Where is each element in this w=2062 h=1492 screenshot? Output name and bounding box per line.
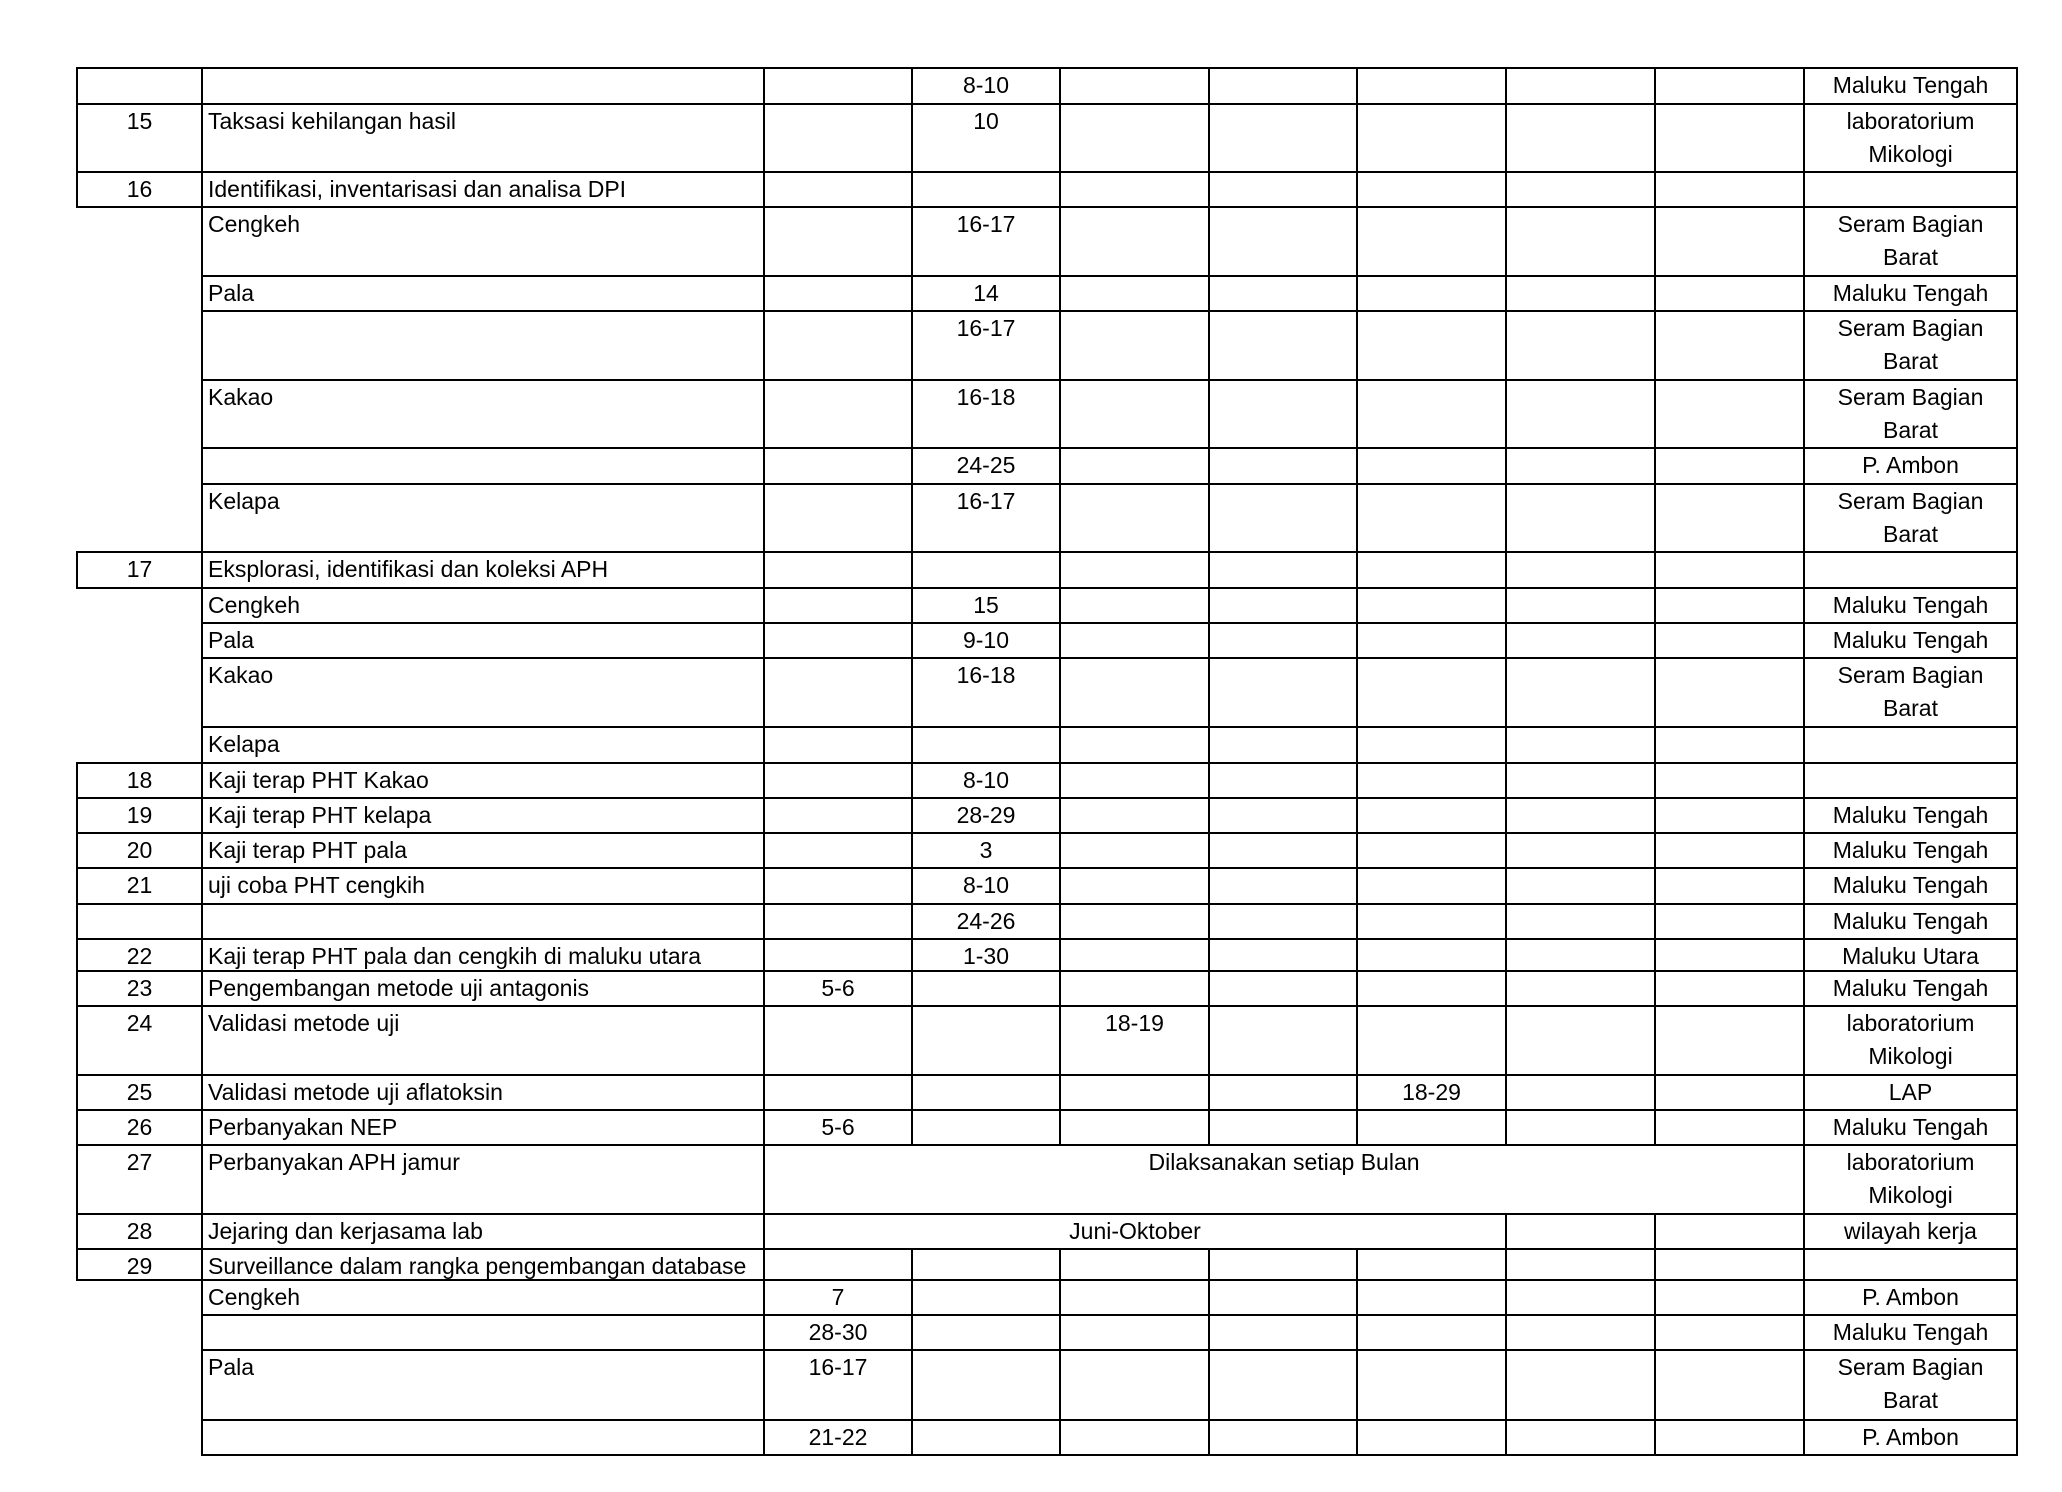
schedule-cell — [1208, 1349, 1358, 1421]
schedule-cell — [1059, 310, 1210, 381]
schedule-cell — [1208, 797, 1358, 834]
activity-cell: Identifikasi, inventarisasi dan analisa DPI — [201, 171, 765, 208]
schedule-cell — [1654, 379, 1805, 449]
schedule-cell — [1356, 1279, 1507, 1316]
location-cell: Seram Bagian Barat — [1803, 310, 2018, 381]
schedule-cell — [1208, 832, 1358, 869]
schedule-cell — [1356, 379, 1507, 449]
activity-cell: Pala — [201, 622, 765, 659]
schedule-cell — [1654, 1314, 1805, 1351]
activity-cell: Taksasi kehilangan hasil — [201, 103, 765, 173]
schedule-cell — [1208, 1314, 1358, 1351]
schedule-cell — [763, 171, 913, 208]
schedule-cell — [1654, 903, 1805, 940]
schedule-cell: 10 — [911, 103, 1061, 173]
schedule-cell — [1356, 310, 1507, 381]
schedule-cell — [1505, 206, 1656, 277]
schedule-cell — [1356, 275, 1507, 312]
schedule-cell — [1208, 903, 1358, 940]
location-cell: Maluku Tengah — [1803, 970, 2018, 1007]
schedule-cell: 16-17 — [911, 206, 1061, 277]
activity-cell: Pala — [201, 1349, 765, 1421]
row-number: 19 — [76, 797, 203, 834]
activity-cell: Validasi metode uji aflatoksin — [201, 1074, 765, 1111]
row-number: 17 — [76, 551, 203, 589]
row-number: 16 — [76, 171, 203, 208]
activity-cell: uji coba PHT cengkih — [201, 867, 765, 905]
location-cell: Maluku Tengah — [1803, 903, 2018, 940]
schedule-cell — [1059, 1109, 1210, 1146]
schedule-cell — [1208, 622, 1358, 659]
schedule-cell — [1654, 587, 1805, 624]
schedule-cell — [1208, 1005, 1358, 1076]
schedule-cell — [1654, 206, 1805, 277]
schedule-cell — [1208, 726, 1358, 764]
schedule-cell — [1059, 762, 1210, 799]
schedule-cell — [911, 1419, 1061, 1456]
schedule-cell — [1356, 67, 1507, 105]
location-cell: Maluku Tengah — [1803, 275, 2018, 312]
activity-cell: Cengkeh — [201, 1279, 765, 1316]
activity-cell: Kaji terap PHT pala — [201, 832, 765, 869]
schedule-cell — [1654, 1419, 1805, 1456]
schedule-cell — [763, 379, 913, 449]
location-cell: laboratorium Mikologi — [1803, 1005, 2018, 1076]
schedule-cell: 16-18 — [911, 657, 1061, 728]
schedule-cell — [763, 67, 913, 105]
activity-cell: Jejaring dan kerjasama lab — [201, 1213, 765, 1250]
merged-schedule-cell: Juni-Oktober — [763, 1213, 1507, 1250]
row-number: 24 — [76, 1005, 203, 1076]
schedule-cell — [1059, 832, 1210, 869]
schedule-cell — [1505, 938, 1656, 972]
schedule-cell: 3 — [911, 832, 1061, 869]
schedule-cell — [1654, 67, 1805, 105]
schedule-cell — [763, 1005, 913, 1076]
schedule-cell — [1654, 832, 1805, 869]
schedule-cell: 16-17 — [911, 310, 1061, 381]
schedule-cell — [1208, 1279, 1358, 1316]
schedule-cell — [1059, 622, 1210, 659]
schedule-cell: 24-26 — [911, 903, 1061, 940]
location-cell — [1803, 762, 2018, 799]
schedule-cell — [911, 1279, 1061, 1316]
schedule-cell: 18-29 — [1356, 1074, 1507, 1111]
location-cell: P. Ambon — [1803, 1279, 2018, 1316]
schedule-cell — [1208, 1074, 1358, 1111]
location-cell: laboratorium Mikologi — [1803, 103, 2018, 173]
schedule-cell — [1059, 938, 1210, 972]
schedule-cell — [763, 551, 913, 589]
location-cell: LAP — [1803, 1074, 2018, 1111]
schedule-cell — [1505, 726, 1656, 764]
schedule-cell — [1505, 797, 1656, 834]
schedule-cell — [1059, 1419, 1210, 1456]
location-cell: wilayah kerja — [1803, 1213, 2018, 1250]
schedule-cell — [1654, 310, 1805, 381]
schedule-cell — [1654, 1074, 1805, 1111]
schedule-cell — [763, 587, 913, 624]
schedule-cell — [1505, 587, 1656, 624]
schedule-cell — [1505, 762, 1656, 799]
schedule-cell — [1208, 867, 1358, 905]
schedule-cell — [1654, 1213, 1805, 1250]
schedule-cell: 9-10 — [911, 622, 1061, 659]
schedule-cell — [1654, 938, 1805, 972]
activity-cell: Kakao — [201, 657, 765, 728]
schedule-cell — [763, 483, 913, 553]
activity-cell: Surveillance dalam rangka pengembangan database — [201, 1248, 765, 1281]
schedule-cell — [1505, 1109, 1656, 1146]
schedule-cell — [1059, 797, 1210, 834]
schedule-cell: 16-17 — [763, 1349, 913, 1421]
row-number: 21 — [76, 867, 203, 905]
schedule-cell — [1356, 1314, 1507, 1351]
schedule-cell — [1059, 447, 1210, 485]
activity-cell — [201, 903, 765, 940]
schedule-cell — [1059, 867, 1210, 905]
row-number: 15 — [76, 103, 203, 173]
schedule-cell: 16-17 — [911, 483, 1061, 553]
schedule-cell — [1654, 970, 1805, 1007]
schedule-cell — [1208, 762, 1358, 799]
schedule-cell — [1059, 970, 1210, 1007]
schedule-cell — [1654, 171, 1805, 208]
row-number: 18 — [76, 762, 203, 799]
schedule-cell — [1356, 657, 1507, 728]
schedule-cell — [763, 622, 913, 659]
location-cell: Seram Bagian Barat — [1803, 206, 2018, 277]
location-cell: Maluku Tengah — [1803, 832, 2018, 869]
row-number: 25 — [76, 1074, 203, 1111]
schedule-cell — [1505, 275, 1656, 312]
activity-cell — [201, 67, 765, 105]
schedule-cell: 14 — [911, 275, 1061, 312]
location-cell: Seram Bagian Barat — [1803, 1349, 2018, 1421]
row-number — [76, 67, 203, 105]
schedule-cell — [1356, 551, 1507, 589]
schedule-cell — [1208, 657, 1358, 728]
schedule-cell: 5-6 — [763, 1109, 913, 1146]
activity-cell: Pala — [201, 275, 765, 312]
activity-cell — [201, 447, 765, 485]
schedule-cell — [911, 1349, 1061, 1421]
row-number: 27 — [76, 1144, 203, 1215]
schedule-cell — [1505, 447, 1656, 485]
schedule-cell — [1505, 1074, 1656, 1111]
schedule-cell — [1356, 483, 1507, 553]
activity-cell: Kakao — [201, 379, 765, 449]
schedule-cell — [1505, 1349, 1656, 1421]
schedule-cell: 1-30 — [911, 938, 1061, 972]
schedule-cell — [1208, 938, 1358, 972]
schedule-cell — [1654, 797, 1805, 834]
schedule-cell — [1356, 1005, 1507, 1076]
schedule-cell — [911, 1248, 1061, 1281]
activity-cell: Cengkeh — [201, 206, 765, 277]
schedule-cell: 28-29 — [911, 797, 1061, 834]
schedule-cell — [1654, 762, 1805, 799]
schedule-cell — [1654, 622, 1805, 659]
schedule-cell — [1059, 67, 1210, 105]
row-number: 22 — [76, 938, 203, 972]
schedule-cell — [1356, 832, 1507, 869]
schedule-cell — [1059, 1314, 1210, 1351]
location-cell — [1803, 551, 2018, 589]
schedule-cell — [1208, 587, 1358, 624]
schedule-cell — [1356, 622, 1507, 659]
location-cell: Maluku Tengah — [1803, 1109, 2018, 1146]
schedule-cell — [1059, 1349, 1210, 1421]
schedule-cell — [763, 797, 913, 834]
schedule-cell — [1505, 103, 1656, 173]
schedule-cell — [1059, 551, 1210, 589]
schedule-cell — [1059, 587, 1210, 624]
row-number: 28 — [76, 1213, 203, 1250]
schedule-cell — [1356, 938, 1507, 972]
location-cell — [1803, 1248, 2018, 1281]
schedule-cell — [1059, 206, 1210, 277]
schedule-cell: 5-6 — [763, 970, 913, 1007]
schedule-cell — [1059, 726, 1210, 764]
schedule-cell — [763, 1074, 913, 1111]
activity-cell: Kelapa — [201, 726, 765, 764]
schedule-cell — [763, 657, 913, 728]
schedule-cell — [1654, 726, 1805, 764]
schedule-cell — [1505, 832, 1656, 869]
schedule-cell — [763, 762, 913, 799]
location-cell: Maluku Tengah — [1803, 797, 2018, 834]
activity-cell: Kaji terap PHT kelapa — [201, 797, 765, 834]
activity-cell: Perbanyakan NEP — [201, 1109, 765, 1146]
schedule-cell: 16-18 — [911, 379, 1061, 449]
schedule-cell — [1059, 275, 1210, 312]
schedule-cell — [1356, 1419, 1507, 1456]
schedule-cell — [1059, 1279, 1210, 1316]
schedule-cell — [911, 1314, 1061, 1351]
schedule-cell — [763, 103, 913, 173]
schedule-cell — [1208, 67, 1358, 105]
schedule-cell — [1356, 587, 1507, 624]
activity-cell: Kaji terap PHT Kakao — [201, 762, 765, 799]
location-cell: P. Ambon — [1803, 447, 2018, 485]
schedule-cell — [1505, 657, 1656, 728]
activity-cell: Eksplorasi, identifikasi dan koleksi APH — [201, 551, 765, 589]
schedule-cell — [1505, 1279, 1656, 1316]
schedule-cell — [763, 206, 913, 277]
schedule-cell — [1208, 483, 1358, 553]
activity-cell: Kaji terap PHT pala dan cengkih di maluku utara — [201, 938, 765, 972]
schedule-cell — [1356, 867, 1507, 905]
schedule-cell — [1059, 1248, 1210, 1281]
schedule-cell — [1208, 1248, 1358, 1281]
schedule-cell — [1356, 1349, 1507, 1421]
schedule-cell — [1505, 551, 1656, 589]
schedule-cell — [1059, 903, 1210, 940]
schedule-cell: 24-25 — [911, 447, 1061, 485]
location-cell: Maluku Tengah — [1803, 67, 2018, 105]
schedule-cell — [1208, 171, 1358, 208]
schedule-cell — [1208, 275, 1358, 312]
activity-cell: Cengkeh — [201, 587, 765, 624]
schedule-cell — [1208, 1109, 1358, 1146]
schedule-cell — [763, 832, 913, 869]
schedule-cell — [1505, 1213, 1656, 1250]
schedule-cell — [1505, 1419, 1656, 1456]
schedule-cell — [763, 310, 913, 381]
schedule-cell: 15 — [911, 587, 1061, 624]
schedule-cell — [1356, 762, 1507, 799]
schedule-cell — [1505, 903, 1656, 940]
schedule-cell: 18-19 — [1059, 1005, 1210, 1076]
schedule-cell — [1654, 483, 1805, 553]
schedule-cell — [1654, 1005, 1805, 1076]
schedule-cell — [911, 970, 1061, 1007]
schedule-cell — [1505, 622, 1656, 659]
location-cell: Maluku Utara — [1803, 938, 2018, 972]
location-cell: Maluku Tengah — [1803, 587, 2018, 624]
location-cell: Seram Bagian Barat — [1803, 379, 2018, 449]
schedule-cell: 8-10 — [911, 762, 1061, 799]
activity-cell: Perbanyakan APH jamur — [201, 1144, 765, 1215]
schedule-cell — [1505, 379, 1656, 449]
location-cell: Maluku Tengah — [1803, 867, 2018, 905]
location-cell — [1803, 726, 2018, 764]
schedule-cell — [1059, 483, 1210, 553]
schedule-cell — [911, 1005, 1061, 1076]
schedule-cell — [1059, 379, 1210, 449]
schedule-cell — [1059, 657, 1210, 728]
schedule-cell — [1654, 103, 1805, 173]
schedule-cell — [1208, 206, 1358, 277]
schedule-cell — [1356, 797, 1507, 834]
schedule-cell — [1505, 867, 1656, 905]
schedule-cell — [763, 903, 913, 940]
schedule-cell — [1356, 171, 1507, 208]
schedule-cell — [911, 1109, 1061, 1146]
schedule-cell — [911, 551, 1061, 589]
schedule-cell — [1654, 1109, 1805, 1146]
schedule-cell — [1356, 970, 1507, 1007]
schedule-cell — [1654, 867, 1805, 905]
location-cell: Seram Bagian Barat — [1803, 657, 2018, 728]
schedule-cell — [1059, 171, 1210, 208]
schedule-cell — [1356, 206, 1507, 277]
schedule-cell — [763, 447, 913, 485]
schedule-cell — [763, 726, 913, 764]
schedule-cell — [1356, 903, 1507, 940]
schedule-cell — [911, 726, 1061, 764]
location-cell: laboratorium Mikologi — [1803, 1144, 2018, 1215]
schedule-cell — [1505, 171, 1656, 208]
schedule-cell — [1208, 310, 1358, 381]
activity-cell: Kelapa — [201, 483, 765, 553]
schedule-cell — [1208, 970, 1358, 1007]
schedule-cell — [1654, 1248, 1805, 1281]
row-number: 29 — [76, 1248, 203, 1281]
schedule-cell — [1654, 1279, 1805, 1316]
activity-cell: Pengembangan metode uji antagonis — [201, 970, 765, 1007]
schedule-cell: 21-22 — [763, 1419, 913, 1456]
schedule-cell: 28-30 — [763, 1314, 913, 1351]
schedule-cell — [1505, 483, 1656, 553]
schedule-cell — [1059, 103, 1210, 173]
location-cell: P. Ambon — [1803, 1419, 2018, 1456]
schedule-cell — [763, 275, 913, 312]
activity-cell: Validasi metode uji — [201, 1005, 765, 1076]
row-number: 20 — [76, 832, 203, 869]
schedule-cell — [1654, 447, 1805, 485]
schedule-cell — [1654, 551, 1805, 589]
schedule-cell — [1356, 1109, 1507, 1146]
activity-cell — [201, 1314, 765, 1351]
schedule-cell: 8-10 — [911, 867, 1061, 905]
schedule-cell — [1505, 67, 1656, 105]
schedule-cell: 7 — [763, 1279, 913, 1316]
location-cell: Seram Bagian Barat — [1803, 483, 2018, 553]
schedule-cell — [1654, 657, 1805, 728]
schedule-cell — [1208, 551, 1358, 589]
location-cell: Maluku Tengah — [1803, 1314, 2018, 1351]
merged-schedule-cell: Dilaksanakan setiap Bulan — [763, 1144, 1805, 1215]
schedule-cell — [1505, 1005, 1656, 1076]
schedule-cell — [1059, 1074, 1210, 1111]
schedule-cell — [1208, 103, 1358, 173]
row-number: 23 — [76, 970, 203, 1007]
schedule-cell — [763, 867, 913, 905]
row-number: 26 — [76, 1109, 203, 1146]
schedule-cell — [1654, 1349, 1805, 1421]
schedule-cell — [1505, 1314, 1656, 1351]
schedule-cell — [911, 1074, 1061, 1111]
schedule-cell — [1505, 310, 1656, 381]
schedule-cell — [1208, 447, 1358, 485]
activity-cell — [201, 310, 765, 381]
schedule-cell — [1654, 275, 1805, 312]
row-number — [76, 903, 203, 940]
schedule-cell — [1505, 970, 1656, 1007]
schedule-cell — [1356, 447, 1507, 485]
activity-cell — [201, 1419, 765, 1456]
schedule-cell — [1356, 726, 1507, 764]
schedule-cell — [1505, 1248, 1656, 1281]
schedule-cell — [763, 938, 913, 972]
schedule-cell — [1208, 1419, 1358, 1456]
schedule-cell — [1356, 103, 1507, 173]
location-cell — [1803, 171, 2018, 208]
schedule-cell: 8-10 — [911, 67, 1061, 105]
location-cell: Maluku Tengah — [1803, 622, 2018, 659]
schedule-cell — [1208, 379, 1358, 449]
schedule-cell — [763, 1248, 913, 1281]
schedule-cell — [911, 171, 1061, 208]
schedule-cell — [1356, 1248, 1507, 1281]
